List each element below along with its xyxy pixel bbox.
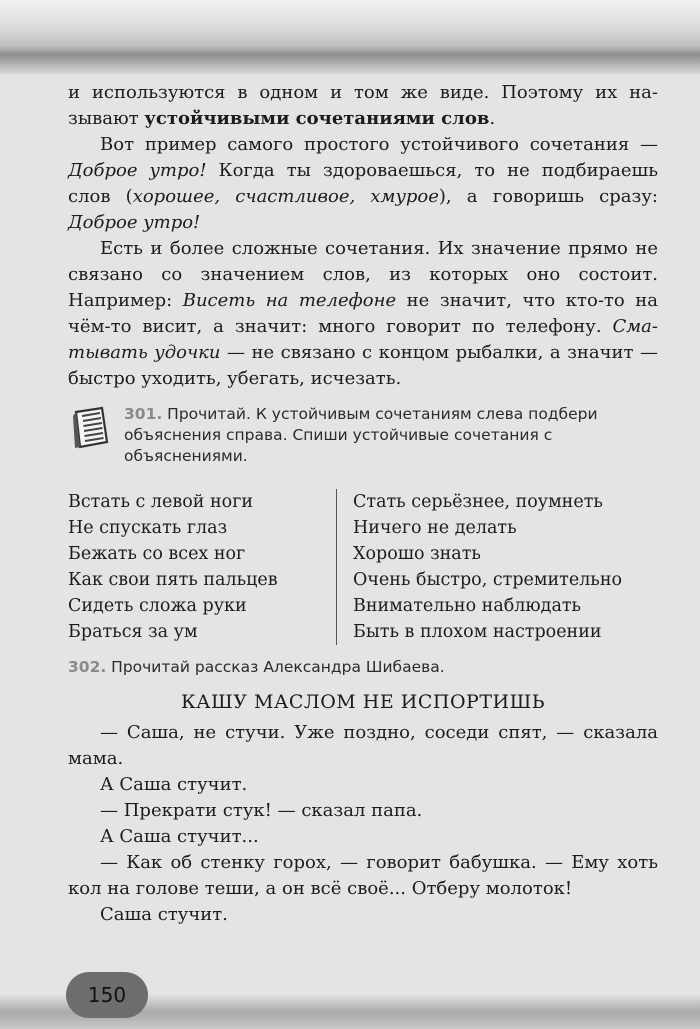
text-span: Есть и более сложные сочетания. Их значение прямо не связано со значением слов, из которых оно состоит. Например: bbox=[68, 238, 658, 311]
text-span: не значит, что кто-то на чём-то висит, а значит: много говорит по телефону. bbox=[68, 290, 658, 337]
text-span: . bbox=[489, 108, 496, 129]
text-span: и используются в одном и том же виде. Поэтому их называют bbox=[68, 82, 658, 129]
story-line: — Саша, не стучи. Уже поздно, соседи спят, — сказала мама. bbox=[68, 722, 658, 769]
page-top-shadow bbox=[0, 0, 700, 74]
exercise-number: 301. bbox=[124, 405, 163, 423]
text-span: Вот пример самого простого устойчивого сочетания — bbox=[100, 134, 658, 155]
idiom-item: Бежать со всех ног bbox=[68, 544, 246, 564]
story-title: КАШУ МАСЛОМ НЕ ИСПОРТИШЬ bbox=[180, 691, 546, 713]
intro-paragraph-3 bbox=[68, 236, 658, 392]
meaning-item: Быть в плохом настроении bbox=[353, 622, 602, 642]
italic-example: Доброе утро! bbox=[68, 212, 201, 233]
notebook-icon bbox=[70, 406, 110, 450]
textbook-page bbox=[68, 80, 658, 928]
exercise-301 bbox=[68, 404, 658, 467]
italic-example: Висеть на телефоне bbox=[182, 290, 397, 311]
exercise-302 bbox=[68, 657, 658, 678]
idiom-item: Встать с левой ноги bbox=[68, 492, 254, 512]
meaning-item: Внимательно наблюдать bbox=[353, 596, 582, 616]
text-span: ), а говоришь сразу: bbox=[438, 186, 658, 207]
italic-example: Сматывать удочки bbox=[68, 316, 658, 363]
bold-term: устойчивыми сочетаниями слов bbox=[144, 108, 490, 129]
story-line: — Как об стенку горох, — говорит бабушка. — Ему хоть кол на голове теши, а он всё своё... Отберу молоток! bbox=[68, 852, 658, 899]
intro-paragraph-2 bbox=[68, 132, 658, 236]
meanings-column bbox=[337, 489, 622, 645]
meaning-item: Ничего не делать bbox=[353, 518, 517, 538]
meaning-item: Хорошо знать bbox=[353, 544, 481, 564]
story-line: А Саша стучит. bbox=[100, 774, 248, 795]
meaning-item: Очень быстро, стремительно bbox=[353, 570, 623, 590]
phrase-pairs bbox=[68, 489, 658, 645]
page-number: 150 bbox=[66, 972, 148, 1018]
exercise-number: 302. bbox=[68, 658, 107, 676]
italic-example: Доброе утро! bbox=[68, 160, 207, 181]
exercise-instructions: Прочитай рассказ Александра Шибаева. bbox=[106, 658, 445, 676]
idiom-item: Не спускать глаз bbox=[68, 518, 228, 538]
idiom-item: Сидеть сложа руки bbox=[68, 596, 247, 616]
text-span: Когда ты здороваешься, то не подбираешь слов ( bbox=[68, 160, 659, 207]
intro-paragraph-1 bbox=[68, 80, 658, 132]
meaning-item: Стать серьёзнее, поумнеть bbox=[353, 492, 603, 512]
exercise-instructions: Прочитай. К устойчивым сочетаниям слева подбери объяснения справа. Спиши устойчивые сочетания с объяснениями. bbox=[124, 405, 598, 465]
story-line: — Прекрати стук! — сказал папа. bbox=[100, 800, 423, 821]
idiom-item: Как свои пять пальцев bbox=[68, 570, 278, 590]
idioms-column bbox=[68, 489, 337, 645]
text-span: — не связано с концом рыбалки, а значит — быстро уходить, убегать, исчезать. bbox=[68, 342, 658, 389]
idiom-item: Браться за ум bbox=[68, 622, 198, 642]
story-line: А Саша стучит... bbox=[100, 826, 259, 847]
story-line: Саша стучит. bbox=[100, 904, 228, 925]
italic-example: хорошее, счастливое, хмурое bbox=[132, 186, 439, 207]
